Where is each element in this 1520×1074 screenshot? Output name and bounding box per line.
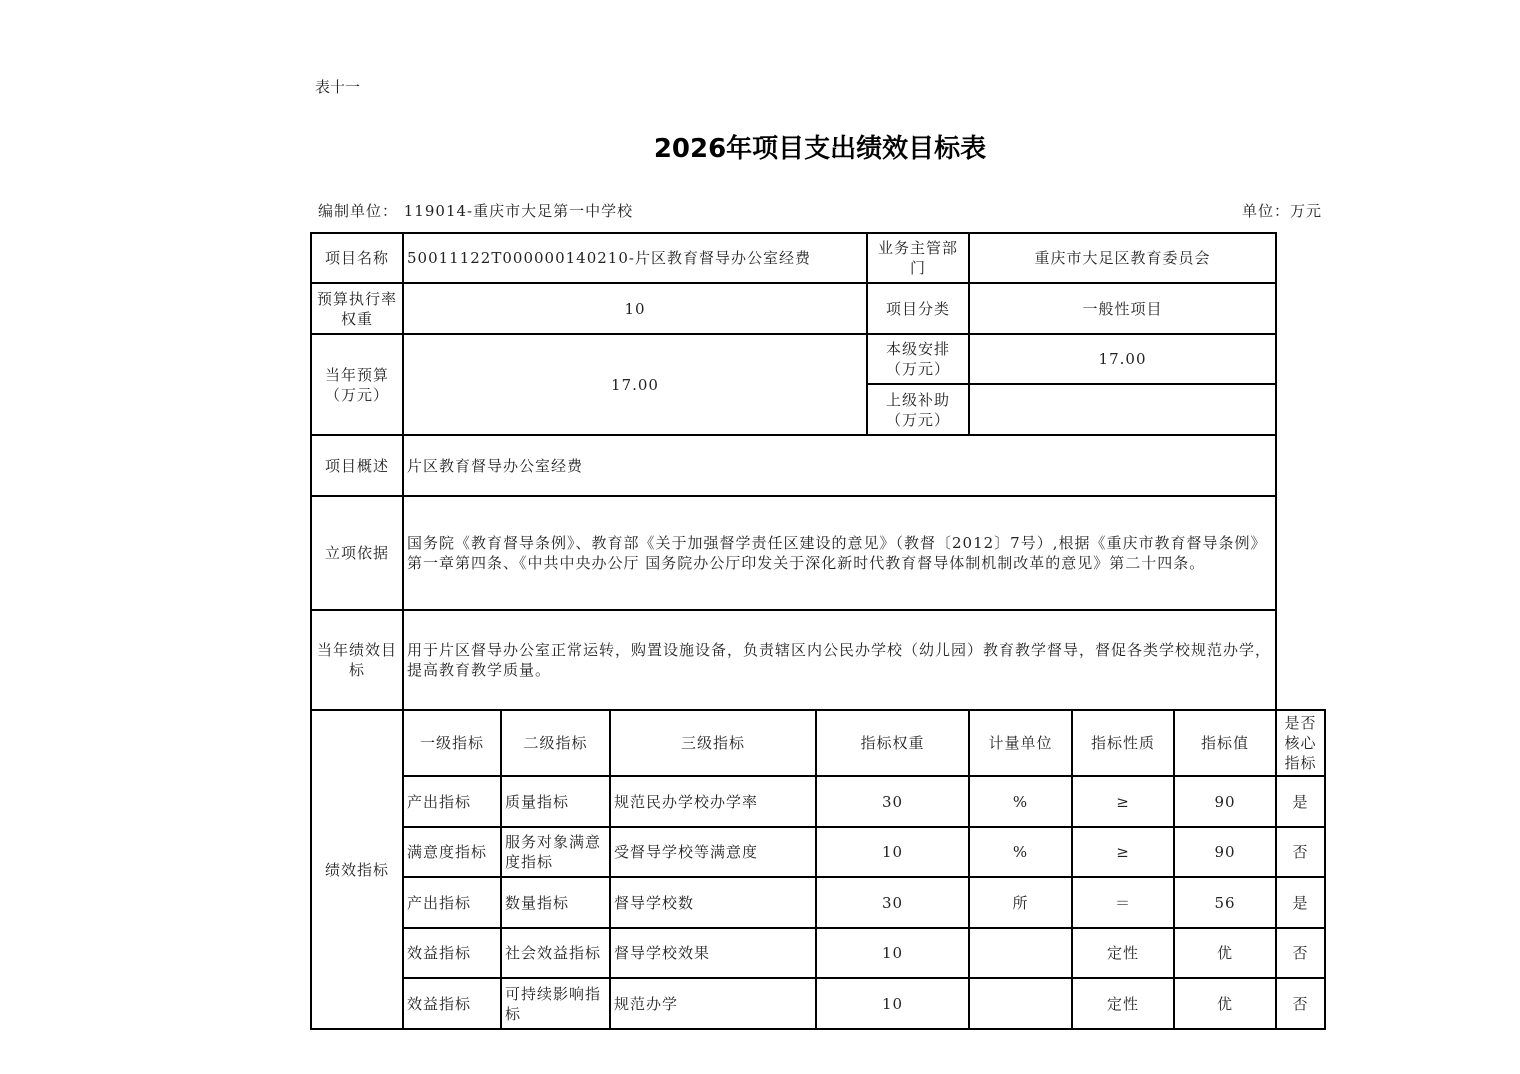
goal-label: 当年绩效目标 (311, 610, 403, 710)
basis-label: 立项依据 (311, 496, 403, 610)
level2-cell: 社会效益指标 (501, 928, 610, 978)
weight-cell: 10 (816, 928, 969, 978)
unit-cell: 所 (969, 877, 1072, 928)
table-row (311, 978, 1325, 1029)
value-cell: 56 (1174, 877, 1276, 928)
table-row (311, 827, 1325, 877)
level3-cell: 督导学校效果 (610, 928, 816, 978)
value-cell: 90 (1174, 827, 1276, 877)
core-cell: 是 (1276, 877, 1325, 928)
core-cell: 否 (1276, 827, 1325, 877)
performance-target-table (310, 232, 1326, 1030)
value-cell: 优 (1174, 928, 1276, 978)
goal-value: 用于片区督导办公室正常运转，购置设施设备，负责辖区内公民办学校（幼儿园）教育教学督导，督促各类学校规范办学，提高教育教学质量。 (403, 610, 1276, 710)
nature-cell: ≥ (1072, 776, 1174, 827)
core-cell: 否 (1276, 978, 1325, 1029)
table-row (311, 776, 1325, 827)
value-cell: 90 (1174, 776, 1276, 827)
header-value: 指标值 (1174, 710, 1276, 776)
nature-cell: 定性 (1072, 978, 1174, 1029)
project-name-label: 项目名称 (311, 233, 403, 283)
level2-cell: 数量指标 (501, 877, 610, 928)
unit-cell (969, 928, 1072, 978)
table-row (311, 928, 1325, 978)
level3-cell: 督导学校数 (610, 877, 816, 928)
local-value: 17.00 (969, 334, 1276, 384)
header-level2: 二级指标 (501, 710, 610, 776)
level3-cell: 受督导学校等满意度 (610, 827, 816, 877)
upper-label: 上级补助（万元） (867, 384, 969, 435)
unit-cell: % (969, 827, 1072, 877)
upper-value (969, 384, 1276, 435)
unit-cell (969, 978, 1072, 1029)
value-cell: 优 (1174, 978, 1276, 1029)
project-name-value: 50011122T000000140210-片区教育督导办公室经费 (403, 233, 867, 283)
compiling-unit: 编制单位： 119014-重庆市大足第一中学校 (318, 202, 634, 220)
level1-cell: 产出指标 (403, 877, 501, 928)
dept-label: 业务主管部门 (867, 233, 969, 283)
nature-cell: ≥ (1072, 827, 1174, 877)
weight-cell: 10 (816, 827, 969, 877)
header-core: 是否核心指标 (1276, 710, 1325, 776)
header-unit: 计量单位 (969, 710, 1072, 776)
currency-unit: 单位：万元 (1241, 202, 1322, 220)
dept-value: 重庆市大足区教育委员会 (969, 233, 1276, 283)
table-number: 表十一 (315, 78, 361, 96)
overview-value: 片区教育督导办公室经费 (403, 435, 1276, 496)
weight-cell: 30 (816, 877, 969, 928)
level3-cell: 规范民办学校办学率 (610, 776, 816, 827)
weight-cell: 10 (816, 978, 969, 1029)
level2-cell: 可持续影响指标 (501, 978, 610, 1029)
document-title: 2026年项目支出绩效目标表 (653, 134, 987, 164)
weight-value: 10 (403, 283, 867, 334)
local-label: 本级安排（万元） (867, 334, 969, 384)
header-weight: 指标权重 (816, 710, 969, 776)
budget-value: 17.00 (403, 334, 867, 435)
level1-cell: 效益指标 (403, 928, 501, 978)
nature-cell: ＝ (1072, 877, 1174, 928)
table-row (311, 877, 1325, 928)
level1-cell: 满意度指标 (403, 827, 501, 877)
level2-cell: 服务对象满意度指标 (501, 827, 610, 877)
level1-cell: 效益指标 (403, 978, 501, 1029)
header-level1: 一级指标 (403, 710, 501, 776)
core-cell: 是 (1276, 776, 1325, 827)
category-value: 一般性项目 (969, 283, 1276, 334)
budget-label: 当年预算（万元） (311, 334, 403, 435)
category-label: 项目分类 (867, 283, 969, 334)
unit-cell: % (969, 776, 1072, 827)
level3-cell: 规范办学 (610, 978, 816, 1029)
nature-cell: 定性 (1072, 928, 1174, 978)
weight-label: 预算执行率权重 (311, 283, 403, 334)
overview-label: 项目概述 (311, 435, 403, 496)
weight-cell: 30 (816, 776, 969, 827)
basis-value: 国务院《教育督导条例》、教育部《关于加强督学责任区建设的意见》（教督〔2012〕7号）,根据《重庆市教育督导条例》第一章第四条、《中共中央办公厅 国务院办公厅印发关于深化新时代教育督导体制机制改革的意见》第二十四条。 (403, 496, 1276, 610)
level2-cell: 质量指标 (501, 776, 610, 827)
indicators-label: 绩效指标 (311, 710, 403, 1029)
header-nature: 指标性质 (1072, 710, 1174, 776)
core-cell: 否 (1276, 928, 1325, 978)
level1-cell: 产出指标 (403, 776, 501, 827)
header-level3: 三级指标 (610, 710, 816, 776)
